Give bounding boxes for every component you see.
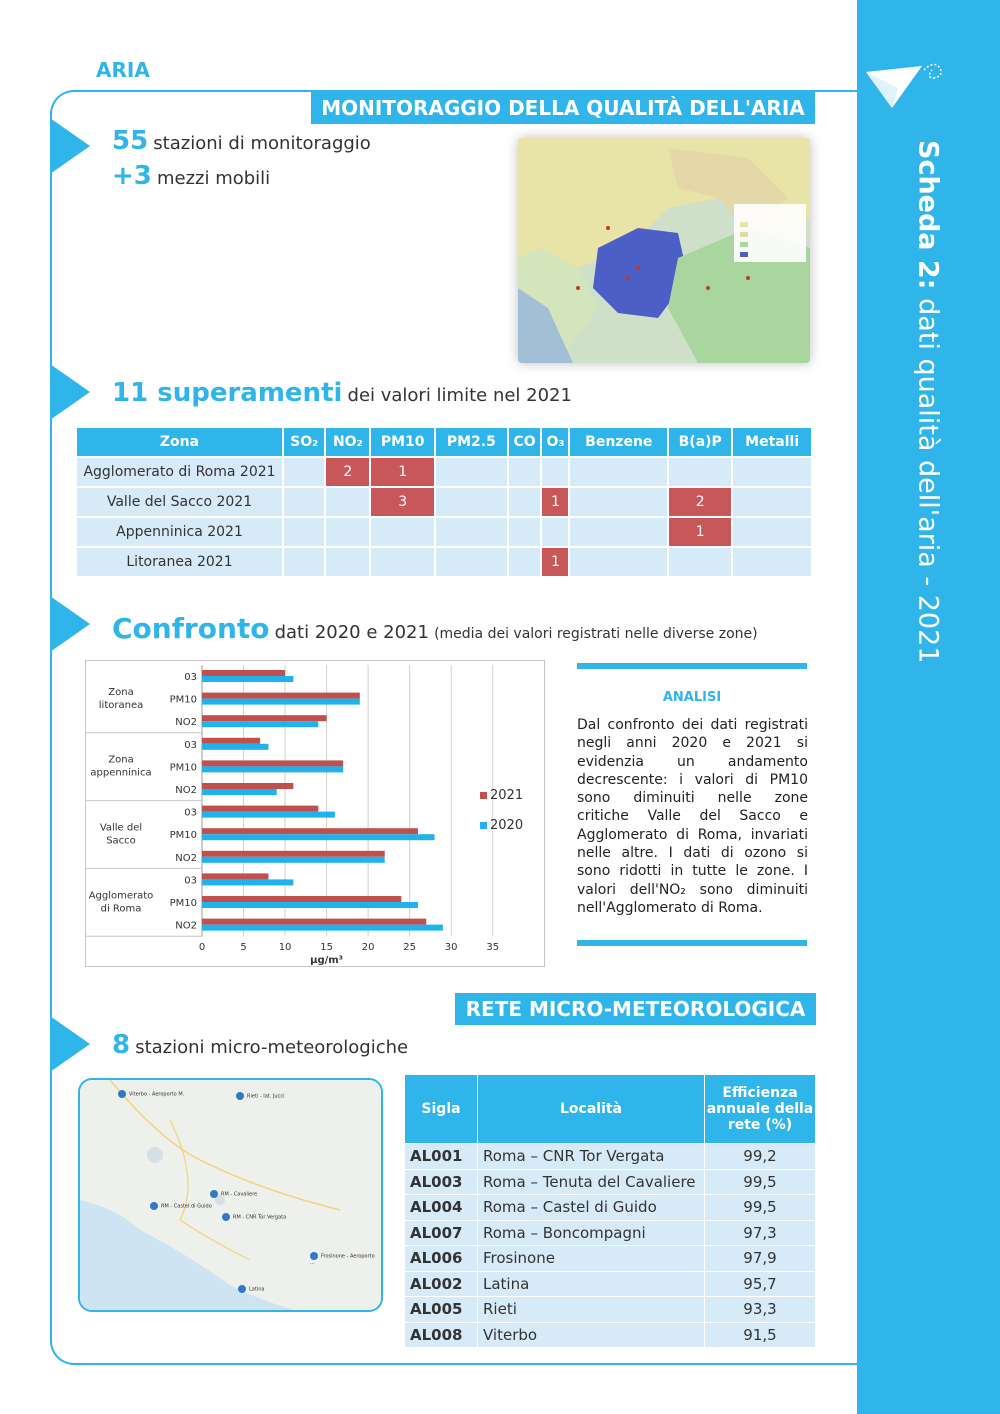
category-label: NO2 (175, 852, 197, 864)
location-pin-icon (150, 1202, 158, 1210)
stations-map (78, 1078, 383, 1312)
value-cell: 2 (669, 488, 731, 516)
station-code: AL001 (405, 1144, 477, 1169)
arrow-marker (50, 596, 90, 652)
column-header: PM2.5 (436, 428, 506, 456)
station-efficiency: 91,5 (705, 1323, 815, 1348)
monitoring-banner: MONITORAGGIO DELLA QUALITÀ DELL'ARIA (311, 92, 815, 124)
map-label: Rieti - Iat. Jucci (236, 1092, 284, 1100)
station-location: Rieti (478, 1297, 704, 1322)
micro-label: stazioni micro-meteorologiche (135, 1037, 409, 1058)
comparison-title: Confronto (112, 612, 270, 645)
group-label: Valle del (99, 822, 143, 834)
legend-label: 2020 (490, 818, 524, 833)
location-pin-icon (118, 1090, 126, 1098)
station-efficiency: 99,5 (705, 1170, 815, 1195)
category-label: NO2 (175, 717, 197, 729)
group-label: litoranea (98, 699, 144, 711)
analysis-bottom-divider (577, 940, 807, 946)
value-cell (284, 548, 324, 576)
value-cell: 1 (371, 458, 434, 486)
x-tick-label: 10 (278, 942, 292, 954)
mobile-label: mezzi mobili (156, 168, 271, 189)
table-row (405, 1323, 815, 1348)
column-header: O₃ (542, 428, 568, 456)
group-label: Agglomerato (88, 890, 154, 902)
column-header: NO₂ (326, 428, 369, 456)
table-row (77, 458, 811, 486)
exceedances-label: dei valori limite nel 2021 (347, 385, 572, 406)
group-label: di Roma (100, 903, 142, 915)
map-label: RM - Castel di Guido (150, 1202, 212, 1210)
station-location: Roma – Castel di Guido (478, 1195, 704, 1220)
station-efficiency: 99,2 (705, 1144, 815, 1169)
category-label: NO2 (175, 920, 197, 932)
column-header: PM10 (371, 428, 434, 456)
value-cell (436, 548, 506, 576)
value-cell (570, 458, 667, 486)
value-cell (733, 458, 811, 486)
x-axis-label: µg/m³ (310, 955, 344, 967)
value-cell (326, 488, 369, 516)
exceedances-table (75, 426, 813, 578)
bar-2021 (202, 873, 268, 879)
table-row (405, 1144, 815, 1169)
bar-2020 (202, 902, 418, 908)
value-cell (509, 548, 541, 576)
table-row (405, 1170, 815, 1195)
value-cell (436, 488, 506, 516)
paper-plane-icon (862, 60, 952, 120)
bar-2021 (202, 693, 360, 699)
exceedances-line (112, 378, 572, 408)
value-cell (733, 548, 811, 576)
map-label: Viterbo - Aeroporto M. (118, 1090, 184, 1098)
bar-2021 (202, 919, 426, 925)
column-header: Sigla (405, 1075, 477, 1143)
bar-2021 (202, 738, 260, 744)
table-row (405, 1297, 815, 1322)
micro-count: 8 (112, 1030, 131, 1060)
value-cell: 2 (326, 458, 369, 486)
category-label: 03 (184, 739, 197, 751)
value-cell (509, 458, 541, 486)
value-cell: 1 (669, 518, 731, 546)
category-label: PM10 (169, 694, 197, 706)
value-cell (326, 548, 369, 576)
station-efficiency: 99,5 (705, 1195, 815, 1220)
value-cell (284, 518, 324, 546)
comparison-line (112, 612, 758, 645)
group-label: Sacco (106, 835, 136, 847)
analysis-top-divider (577, 663, 807, 669)
analysis-text: Dal confronto dei dati registrati negli anni 2020 e 2021 si evidenzia un andamento decrescente: i valori di PM10 sono diminuiti nelle zone critiche Valle del Sacco e Agglomerato di Roma, invariati nelle altre. I dati di ozono si sono ridotti in tutte le zone. I valori dell'NO₂ sono diminuiti nell'Agglomerato di Roma. (577, 717, 808, 916)
value-cell (570, 548, 667, 576)
value-cell (669, 548, 731, 576)
bar-2020 (202, 676, 293, 682)
x-tick-label: 35 (486, 942, 500, 954)
category-label: 03 (184, 875, 197, 887)
value-cell (542, 518, 568, 546)
station-code: AL002 (405, 1272, 477, 1297)
bar-2020 (202, 721, 318, 727)
station-efficiency: 95,7 (705, 1272, 815, 1297)
bar-2020 (202, 699, 360, 705)
station-location: Roma – Boncompagni (478, 1221, 704, 1246)
legend-swatch (480, 822, 487, 829)
mobile-count: +3 (112, 161, 152, 191)
value-cell: 1 (542, 488, 568, 516)
value-cell (326, 518, 369, 546)
value-cell (669, 458, 731, 486)
column-header: CO (509, 428, 541, 456)
station-code: AL004 (405, 1195, 477, 1220)
bar-2020 (202, 766, 343, 772)
station-code: AL008 (405, 1323, 477, 1348)
comparison-note: (media dei valori registrati nelle diverse zone) (434, 626, 758, 642)
column-header: Zona (77, 428, 282, 456)
x-tick-label: 30 (444, 942, 458, 954)
station-location: Viterbo (478, 1323, 704, 1348)
zone-cell: Agglomerato di Roma 2021 (77, 458, 282, 486)
x-tick-label: 5 (240, 942, 247, 954)
bar-2021 (202, 828, 418, 834)
bar-2021 (202, 715, 327, 721)
value-cell (509, 518, 541, 546)
value-cell (542, 458, 568, 486)
exceedances-count: 11 superamenti (112, 378, 343, 408)
legend-swatch (480, 792, 487, 799)
sidebar-title: Scheda 2: dati qualità dell'aria - 2021 (912, 140, 944, 664)
value-cell: 1 (542, 548, 568, 576)
column-header: Località (478, 1075, 704, 1143)
arrow-marker (50, 1016, 90, 1072)
column-header: Benzene (570, 428, 667, 456)
zone-cell: Litoranea 2021 (77, 548, 282, 576)
value-cell (371, 548, 434, 576)
x-tick-label: 0 (198, 942, 206, 954)
bar-2021 (202, 670, 285, 676)
table-row (405, 1195, 815, 1220)
station-efficiency: 93,3 (705, 1297, 815, 1322)
table-row (405, 1246, 815, 1271)
value-cell (509, 488, 541, 516)
stations-label: stazioni di monitoraggio (153, 133, 371, 154)
value-cell (371, 518, 434, 546)
category-label: 03 (184, 807, 197, 819)
arrow-marker (50, 364, 90, 420)
column-header: SO₂ (284, 428, 324, 456)
bar-2020 (202, 857, 385, 863)
column-header: Efficienza annuale della rete (%) (705, 1075, 815, 1143)
table-row (77, 518, 811, 546)
category-label: 03 (184, 672, 197, 683)
bar-2021 (202, 896, 401, 902)
station-efficiency: 97,3 (705, 1221, 815, 1246)
station-location: Frosinone (478, 1246, 704, 1271)
zone-cell: Appenninica 2021 (77, 518, 282, 546)
bar-2020 (202, 879, 293, 885)
map-label: Latina (238, 1285, 264, 1293)
x-tick-label: 20 (361, 942, 375, 954)
map-label: Frosinone - Aeroporto ... (310, 1253, 375, 1266)
stations-table (404, 1074, 816, 1348)
x-tick-label: 15 (320, 942, 333, 954)
category-label: PM10 (169, 898, 197, 909)
station-code: AL006 (405, 1246, 477, 1271)
comparison-label: dati 2020 e 2021 (274, 622, 429, 643)
group-label: Zona (108, 686, 134, 698)
category-label: NO2 (175, 785, 197, 796)
bar-2020 (202, 812, 335, 818)
bar-2021 (202, 851, 385, 857)
arrow-marker (50, 118, 90, 174)
value-cell (284, 488, 324, 516)
comparison-chart (85, 660, 545, 967)
station-location: Roma – Tenuta del Cavaliere (478, 1170, 704, 1195)
bar-2020 (202, 834, 435, 840)
bar-2020 (202, 925, 443, 931)
column-header: B(a)P (669, 428, 731, 456)
value-cell (570, 488, 667, 516)
station-efficiency: 97,9 (705, 1246, 815, 1271)
station-code: AL003 (405, 1170, 477, 1195)
table-row (77, 488, 811, 516)
x-tick-label: 25 (403, 942, 417, 954)
group-label: appenninica (90, 767, 152, 779)
legend-label: 2021 (490, 788, 524, 803)
column-header: Metalli (733, 428, 811, 456)
category-label: PM10 (169, 830, 197, 842)
station-code: AL007 (405, 1221, 477, 1246)
map-label: RM - Cavaliere (210, 1190, 257, 1198)
station-location: Latina (478, 1272, 704, 1297)
value-cell (284, 458, 324, 486)
table-header-row (405, 1075, 815, 1143)
zone-cell: Valle del Sacco 2021 (77, 488, 282, 516)
bar-2020 (202, 789, 277, 795)
location-pin-icon (236, 1092, 244, 1100)
section-label: ARIA (96, 58, 150, 82)
mobile-count-line (112, 161, 270, 191)
bar-2020 (202, 744, 268, 750)
zones-map (518, 138, 810, 363)
value-cell (570, 518, 667, 546)
location-pin-icon (238, 1285, 246, 1293)
analysis-title: ANALISI (662, 690, 722, 705)
stations-count-line (112, 126, 371, 156)
location-pin-icon (310, 1252, 318, 1260)
map-label: RM - CNR Tor Vergata (222, 1213, 286, 1221)
value-cell: 3 (371, 488, 434, 516)
group-label: Zona (108, 754, 134, 766)
value-cell (733, 488, 811, 516)
value-cell (436, 458, 506, 486)
stations-count: 55 (112, 126, 149, 156)
value-cell (436, 518, 506, 546)
micro-banner: RETE MICRO-METEOROLOGICA (455, 993, 816, 1025)
table-row (77, 548, 811, 576)
micro-count-line (112, 1030, 408, 1060)
category-label: PM10 (169, 762, 197, 774)
bar-2021 (202, 760, 343, 766)
table-row (405, 1272, 815, 1297)
table-header-row (77, 428, 811, 456)
station-code: AL005 (405, 1297, 477, 1322)
bar-2021 (202, 806, 318, 812)
location-pin-icon (222, 1213, 230, 1221)
location-pin-icon (210, 1190, 218, 1198)
table-row (405, 1221, 815, 1246)
bar-2021 (202, 783, 293, 789)
value-cell (733, 518, 811, 546)
station-location: Roma – CNR Tor Vergata (478, 1144, 704, 1169)
